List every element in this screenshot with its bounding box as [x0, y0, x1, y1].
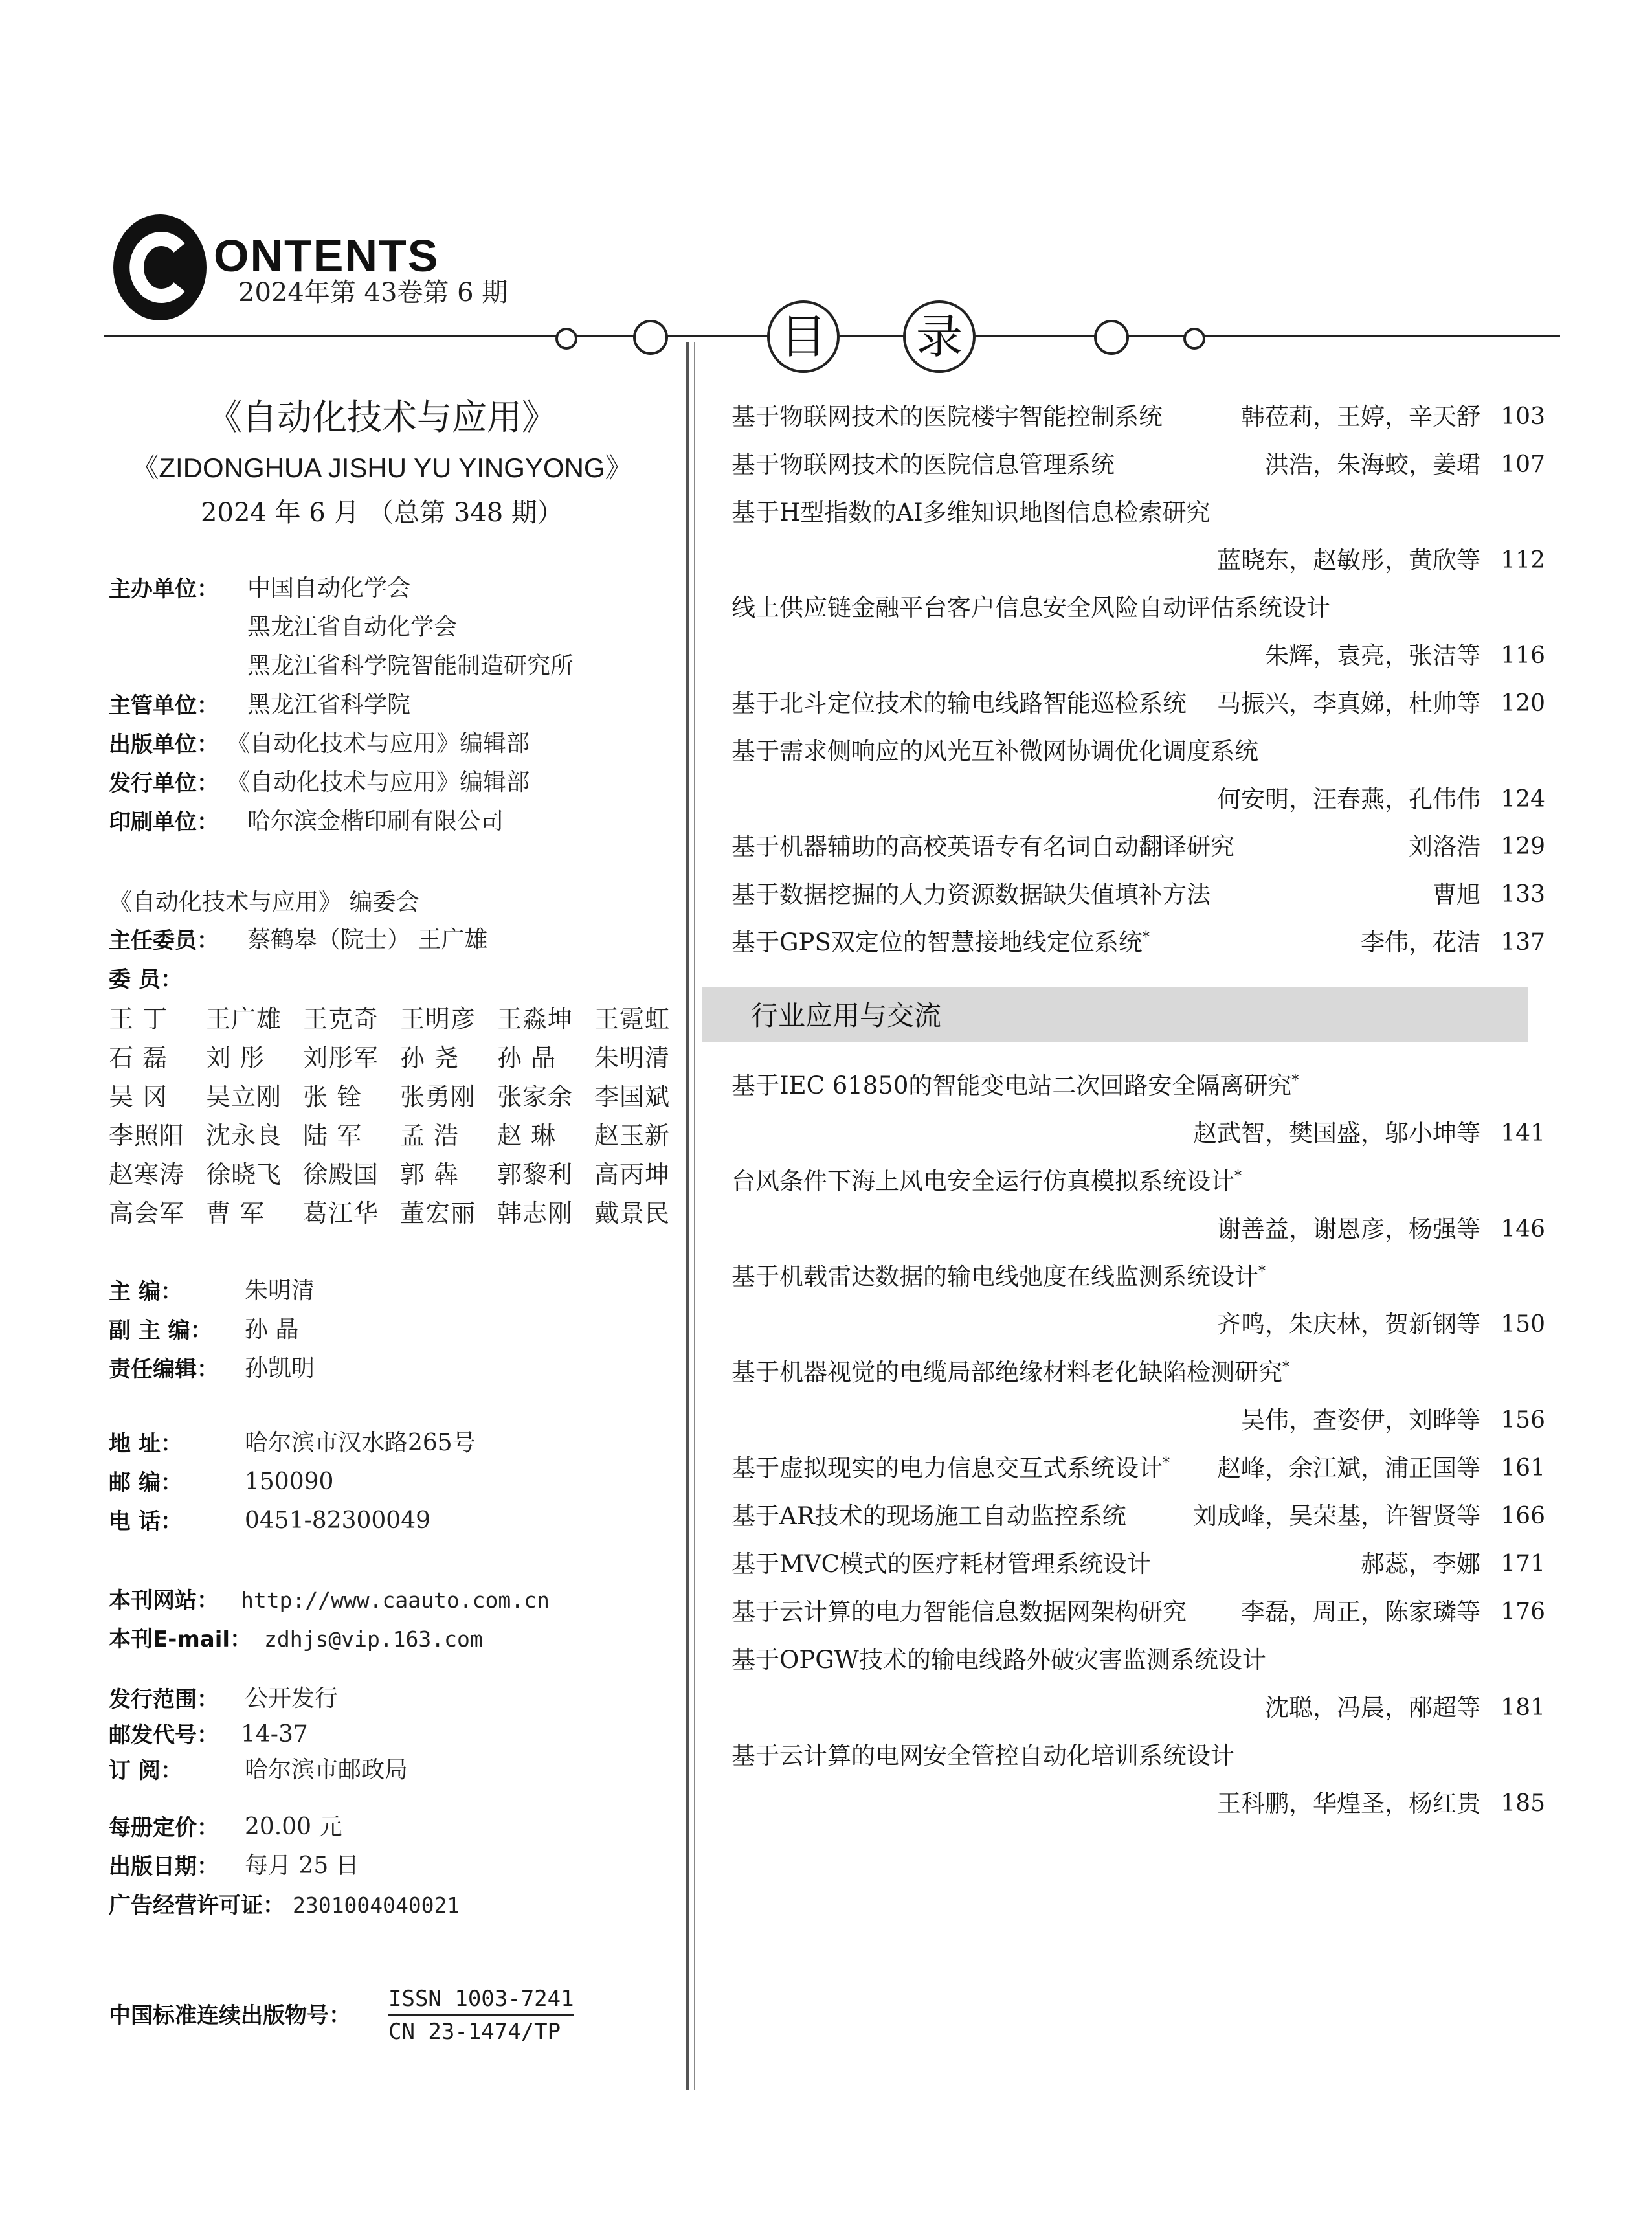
toc-char-2: 录	[915, 309, 963, 364]
distributor-label: 发行单位：	[109, 770, 219, 796]
toc-entry-page: 156	[1501, 1407, 1545, 1433]
email-label: 本刊E-mail：	[109, 1626, 252, 1652]
sponsor-value-3: 黑龙江省科学院智能制造研究所	[247, 653, 574, 679]
issn-label: 中国标准连续出版物号：	[109, 2003, 351, 2029]
email-link[interactable]: zdhjs@vip.163.com	[264, 1626, 483, 1652]
toc-entry-title[interactable]: 基于北斗定位技术的输电线路智能巡检系统	[731, 690, 1187, 717]
toc-entry-title[interactable]: 基于虚拟现实的电力信息交互式系统设计*	[731, 1454, 1170, 1482]
sponsor-label: 主办单位：	[109, 576, 219, 602]
member: 韩志刚	[497, 1199, 574, 1228]
toc-entry-authors: 沈聪，冯晨，邴超等	[1265, 1694, 1480, 1722]
toc-entry-title[interactable]: 台风条件下海上风电安全运行仿真模拟系统设计*	[731, 1167, 1242, 1195]
member: 董宏丽	[400, 1199, 476, 1228]
ornament-circle-right	[1094, 320, 1129, 355]
toc-entry-title[interactable]: 基于数据挖掘的人力资源数据缺失值填补方法	[731, 881, 1211, 908]
postcode-label: 邮 编：	[109, 1470, 183, 1496]
issn-block	[388, 1988, 574, 2043]
toc-entry-authors: 曹旭	[1433, 881, 1480, 908]
member: 王明彦	[400, 1005, 476, 1033]
member: 高丙坤	[594, 1160, 671, 1189]
member: 刘 彤	[206, 1044, 265, 1072]
member: 石 磊	[109, 1044, 168, 1072]
toc-entry-page: 133	[1501, 881, 1545, 908]
printer-value: 哈尔滨金楷印刷有限公司	[247, 808, 504, 835]
member: 王克奇	[303, 1005, 379, 1033]
ornament-circle-small-left	[555, 328, 577, 350]
price-label: 每册定价：	[109, 1815, 219, 1841]
toc-entry-authors: 齐鸣，朱庆林，贺新钢等	[1217, 1310, 1480, 1338]
member: 张家余	[497, 1083, 574, 1111]
toc-entry-authors: 郝蕊，李娜	[1361, 1550, 1480, 1578]
member: 戴景民	[594, 1199, 671, 1228]
member: 孙 晶	[497, 1044, 557, 1072]
toc-entry-authors: 蓝晓东，赵敏彤，黄欣等	[1217, 546, 1480, 574]
toc-entry-page: 107	[1501, 451, 1545, 478]
website-label: 本刊网站：	[109, 1588, 219, 1613]
toc-entry-authors: 李磊，周正，陈家璘等	[1241, 1598, 1480, 1626]
chief-editor-value: 朱明清	[245, 1277, 315, 1304]
toc-entry-authors: 洪浩，朱海蛟，姜珺	[1265, 451, 1480, 478]
toc-entry-authors: 朱辉，袁亮，张洁等	[1265, 642, 1480, 669]
member: 刘彤军	[303, 1044, 379, 1072]
member: 陆 军	[303, 1121, 363, 1150]
toc-entry-title[interactable]: 基于H型指数的AI多维知识地图信息检索研究	[731, 499, 1211, 526]
member: 徐晓飞	[206, 1160, 282, 1189]
member: 赵 琳	[497, 1121, 557, 1150]
member: 张勇刚	[400, 1083, 476, 1111]
member: 沈永良	[206, 1121, 282, 1150]
toc-entry-title[interactable]: 基于OPGW技术的输电线路外破灾害监测系统设计	[731, 1646, 1266, 1674]
address-value: 哈尔滨市汉水路265号	[245, 1430, 476, 1456]
ornament-circle-small-right	[1183, 328, 1205, 350]
member: 曹 军	[206, 1199, 265, 1228]
magazine-title: 《自动化技术与应用》	[207, 397, 557, 438]
toc-entry-title[interactable]: 基于机器辅助的高校英语专有名词自动翻译研究	[731, 833, 1234, 860]
toc-entry-page: 185	[1501, 1790, 1545, 1817]
member: 李照阳	[109, 1121, 185, 1150]
printer-label: 印刷单位：	[109, 809, 219, 835]
chief-editor-label: 主 编：	[109, 1279, 183, 1305]
toc-entry-authors: 赵峰，余江斌，浦正国等	[1217, 1454, 1480, 1482]
subscription-label: 订 阅：	[109, 1758, 183, 1784]
ornament-circle-left	[633, 320, 668, 355]
member: 朱明清	[594, 1044, 671, 1072]
distribution-scope-value: 公开发行	[245, 1685, 339, 1712]
responsible-editor-label: 责任编辑：	[109, 1356, 219, 1382]
toc-entry-page: 166	[1501, 1503, 1545, 1529]
toc-entry-page: 181	[1501, 1694, 1545, 1721]
phone-value: 0451-82300049	[245, 1507, 431, 1534]
committee-heading: 《自动化技术与应用》 编委会	[109, 889, 419, 916]
toc-entry-title[interactable]: 基于MVC模式的医疗耗材管理系统设计	[731, 1550, 1151, 1578]
toc-entry-title[interactable]: 基于机载雷达数据的输电线弛度在线监测系统设计*	[731, 1263, 1266, 1290]
magazine-date: 2024 年 6 月 （总第 348 期）	[201, 498, 563, 528]
supervisor-value: 黑龙江省科学院	[247, 691, 411, 718]
toc-entry-page: 141	[1501, 1120, 1545, 1147]
contents-heading: ONTENTS	[214, 230, 440, 281]
toc-entry-title[interactable]: 基于云计算的电网安全管控自动化培训系统设计	[731, 1742, 1234, 1770]
sponsor-value-1: 中国自动化学会	[247, 575, 411, 601]
toc-entry-page: 171	[1501, 1551, 1545, 1577]
toc-entry-authors: 李伟，花洁	[1361, 928, 1480, 956]
toc-entry-title[interactable]: 线上供应链金融平台客户信息安全风险自动评估系统设计	[731, 594, 1330, 622]
member: 王 丁	[109, 1005, 168, 1033]
toc-entry-authors: 吴伟，查姿伊，刘晔等	[1241, 1406, 1480, 1434]
pub-date-label: 出版日期：	[109, 1854, 219, 1880]
member: 王广雄	[206, 1005, 282, 1033]
toc-entry-page: 137	[1501, 929, 1545, 956]
toc-entry-authors: 何安明，汪春燕，孔伟伟	[1217, 785, 1480, 813]
website-link[interactable]: http://www.caauto.com.cn	[241, 1588, 550, 1613]
toc-entry-authors: 马振兴，李真娣，杜帅等	[1217, 690, 1480, 717]
toc-entry-authors: 韩莅莉，王婷，辛天舒	[1241, 403, 1480, 431]
toc-entry-page: 124	[1501, 786, 1545, 813]
postal-code-value: 14-37	[241, 1721, 308, 1748]
toc-entry-title[interactable]: 基于物联网技术的医院信息管理系统	[731, 451, 1115, 478]
issn-number: ISSN 1003-7241	[388, 1988, 574, 2016]
supervisor-label: 主管单位：	[109, 693, 219, 719]
column-divider-thin	[694, 342, 695, 2090]
toc-entry-page: 150	[1501, 1311, 1545, 1338]
toc-entry-page: 103	[1501, 403, 1545, 430]
issue-number: 2024年第 43卷第 6 期	[238, 278, 508, 308]
cn-number: CN 23-1474/TP	[388, 2019, 561, 2045]
toc-entry-page: 146	[1501, 1216, 1545, 1242]
publisher-value: 《自动化技术与应用》编辑部	[227, 730, 530, 757]
toc-entry-page: 116	[1501, 642, 1545, 669]
member: 孙 尧	[400, 1044, 460, 1072]
toc-entry-authors: 刘成峰，吴荣基，许智贤等	[1193, 1502, 1480, 1530]
toc-entry-title[interactable]: 基于机器视觉的电缆局部绝缘材料老化缺陷检测研究*	[731, 1358, 1289, 1386]
postal-code-label: 邮发代号：	[109, 1722, 219, 1748]
toc-entry-title[interactable]: 基于云计算的电力智能信息数据网架构研究	[731, 1598, 1187, 1626]
member: 郭黎利	[497, 1160, 574, 1189]
toc-entry-page: 120	[1501, 690, 1545, 717]
toc-entry-page: 112	[1501, 547, 1545, 574]
member: 孟 浩	[400, 1121, 460, 1150]
toc-entry-authors: 刘洛浩	[1409, 833, 1480, 860]
member: 吴 冈	[109, 1083, 168, 1111]
members-label: 委 员：	[109, 967, 183, 993]
member: 赵玉新	[594, 1121, 671, 1150]
toc-entry-title[interactable]: 基于物联网技术的医院楼宇智能控制系统	[731, 403, 1163, 431]
toc-entry-authors: 赵武智，樊国盛，邬小坤等	[1193, 1119, 1480, 1147]
deputy-editor-label: 副 主 编：	[109, 1318, 212, 1343]
distribution-scope-label: 发行范围：	[109, 1687, 219, 1713]
toc-entry-page: 161	[1501, 1455, 1545, 1481]
responsible-editor-value: 孙凯明	[245, 1355, 315, 1382]
member: 王淼坤	[497, 1005, 574, 1033]
toc-entry-page: 176	[1501, 1599, 1545, 1625]
toc-entry-title[interactable]: 基于AR技术的现场施工自动监控系统	[731, 1502, 1126, 1530]
phone-label: 电 话：	[109, 1509, 183, 1535]
member: 李国斌	[594, 1083, 671, 1111]
director-value: 蔡鹤皋（院士） 王广雄	[247, 927, 488, 953]
toc-entry-authors: 谢善益，谢恩彦，杨强等	[1217, 1215, 1480, 1243]
ad-license-value: 2301004040021	[293, 1893, 460, 1918]
member: 徐殿国	[303, 1160, 379, 1189]
member: 葛江华	[303, 1199, 379, 1228]
ad-license-label: 广告经营许可证：	[109, 1893, 285, 1918]
member: 王霓虹	[594, 1005, 671, 1033]
director-label: 主任委员：	[109, 928, 219, 954]
member: 赵寒涛	[109, 1160, 185, 1189]
toc-entry-title[interactable]: 基于GPS双定位的智慧接地线定位系统*	[731, 928, 1150, 956]
distributor-value: 《自动化技术与应用》编辑部	[227, 769, 530, 796]
member: 郭 犇	[400, 1160, 460, 1189]
toc-entry-title[interactable]: 基于需求侧响应的风光互补微网协调优化调度系统	[731, 737, 1258, 765]
magazine-pinyin: 《ZIDONGHUA JISHU YU YINGYONG》	[131, 453, 632, 483]
price-value: 20.00 元	[245, 1814, 342, 1840]
publisher-label: 出版单位：	[109, 732, 219, 758]
sponsor-value-2: 黑龙江省自动化学会	[247, 614, 458, 640]
toc-entry-title[interactable]: 基于IEC 61850的智能变电站二次回路安全隔离研究*	[731, 1072, 1299, 1099]
member: 吴立刚	[206, 1083, 282, 1111]
section-title: 行业应用与交流	[751, 1000, 942, 1031]
deputy-editor-value: 孙 晶	[245, 1316, 299, 1343]
toc-entry-authors: 王科鹏，华煌圣，杨红贵	[1217, 1790, 1480, 1817]
toc-entry-page: 129	[1501, 833, 1545, 860]
contents-c-logo	[111, 212, 208, 322]
subscription-value: 哈尔滨市邮政局	[245, 1757, 408, 1783]
postcode-value: 150090	[245, 1468, 334, 1495]
member: 高会军	[109, 1199, 185, 1228]
toc-char-1: 目	[779, 309, 827, 364]
pub-date-value: 每月 25 日	[245, 1852, 359, 1879]
member: 张 铨	[303, 1083, 363, 1111]
address-label: 地 址：	[109, 1431, 183, 1457]
column-divider	[686, 342, 689, 2090]
